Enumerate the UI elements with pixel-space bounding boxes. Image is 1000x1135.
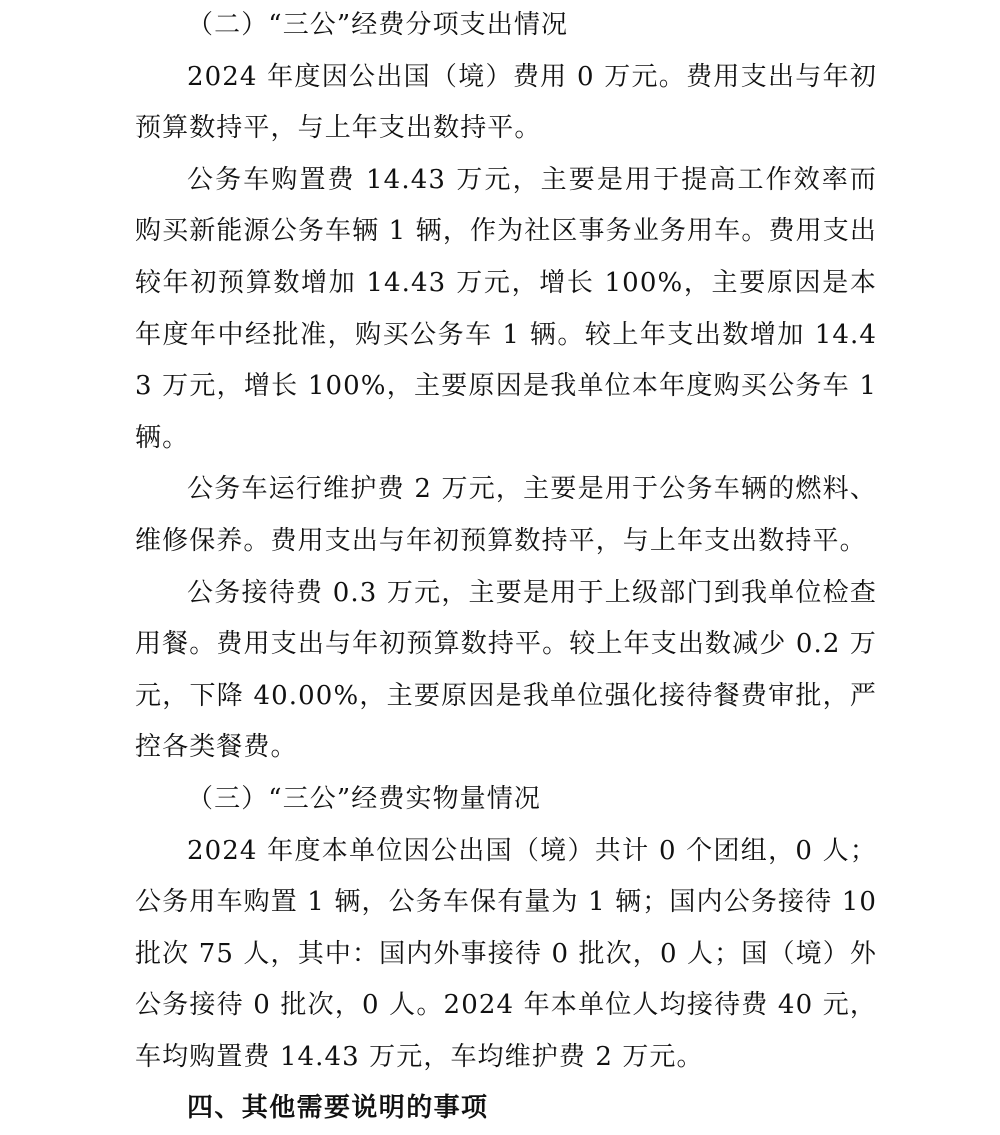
document-body xyxy=(135,0,877,1135)
paragraph-physical-quantity: 2024 年度本单位因公出国（境）共计 0 个团组，0 人；公务用车购置 1 辆，公务车保有量为 1 辆；国内公务接待 10 批次 75 人，其中：国内外事接待 0 批次，0 人；国（境）外公务接待 0 批次，0 人。2024 年本单位人均接待费 40 元，车均购置费 14.43 万元，车均维护费 2 万元。 xyxy=(135,835,877,1072)
paragraph-vehicle-operation: 公务车运行维护费 2 万元，主要是用于公务车辆的燃料、维修保养。费用支出与年初预算数持平，与上年支出数持平。 xyxy=(135,474,877,556)
paragraph-abroad-expense: 2024 年度因公出国（境）费用 0 万元。费用支出与年初预算数持平，与上年支出数持平。 xyxy=(135,61,877,144)
paragraph-vehicle-purchase: 公务车购置费 14.43 万元，主要是用于提高工作效率而购买新能源公务车辆 1 辆，作为社区事务业务用车。费用支出较年初预算数增加 14.43 万元，增长 100%，主要原因是本年度年中经批准，购买公务车 1 辆。较上年支出数增加 14.43 万元，增长 100%，主要原因是我单位本年度购买公务车 1 辆。 xyxy=(135,164,877,453)
paragraph-reception-expense: 公务接待费 0.3 万元，主要是用于上级部门到我单位检查用餐。费用支出与年初预算数持平。较上年支出数减少 0.2 万元，下降 40.00%，主要原因是我单位强化接待餐费审批，严控各类餐费。 xyxy=(135,577,877,763)
section-3-heading: （三）“三公”经费实物量情况 xyxy=(187,783,541,814)
section-2-heading: （二）“三公”经费分项支出情况 xyxy=(187,10,569,40)
section-4-heading: 四、其他需要说明的事项 xyxy=(187,1093,489,1124)
